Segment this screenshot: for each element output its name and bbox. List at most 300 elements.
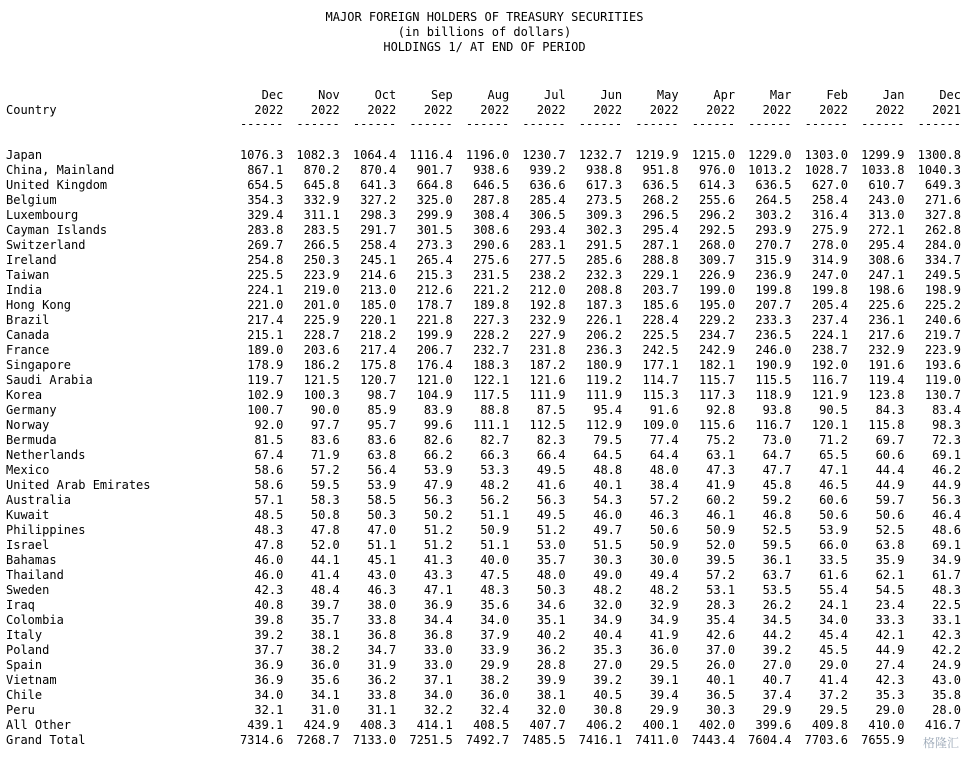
holding-value: 1303.0 — [804, 148, 848, 162]
column-header-month: Nov — [318, 88, 340, 102]
holding-value: 301.5 — [416, 223, 453, 237]
holding-value: 264.5 — [755, 193, 792, 207]
holding-value: 53.9 — [423, 463, 453, 477]
holding-value: 77.4 — [649, 433, 679, 447]
holding-value: 48.0 — [649, 463, 679, 477]
table-row — [6, 643, 961, 658]
holding-value: 62.1 — [875, 568, 905, 582]
holding-value: 40.1 — [593, 478, 623, 492]
holding-value: 63.8 — [367, 448, 397, 462]
holding-value: 46.0 — [254, 568, 284, 582]
holding-value: 38.2 — [480, 673, 510, 687]
holding-value: 116.7 — [755, 418, 792, 432]
table-row — [6, 523, 961, 538]
column-header-year: 2021 — [932, 103, 961, 117]
holding-value: 121.6 — [529, 373, 566, 387]
holding-value: 316.4 — [811, 208, 848, 222]
holding-value: 121.0 — [416, 373, 453, 387]
holding-value: 258.4 — [360, 238, 397, 252]
holding-value: 84.3 — [875, 403, 905, 417]
holding-value: 69.7 — [875, 433, 905, 447]
country-name: Philippines — [6, 523, 86, 537]
holding-value: 41.9 — [706, 478, 736, 492]
holding-value: 221.2 — [473, 283, 510, 297]
holding-value: 119.0 — [924, 373, 961, 387]
holding-value: 64.5 — [593, 448, 623, 462]
holding-value: 39.7 — [310, 598, 340, 612]
holding-value: 33.1 — [932, 613, 961, 627]
holding-value: 1082.3 — [296, 148, 340, 162]
holding-value: 46.3 — [367, 583, 397, 597]
holding-value: 36.0 — [310, 658, 340, 672]
holding-value: 199.9 — [416, 328, 453, 342]
holding-value: 208.8 — [586, 283, 623, 297]
holding-value: 38.4 — [649, 478, 679, 492]
holding-value: 29.5 — [819, 703, 848, 717]
holding-value: 39.4 — [649, 688, 679, 702]
holding-value: 35.6 — [310, 673, 340, 687]
holding-value: 83.6 — [310, 433, 340, 447]
holding-value: 223.9 — [303, 268, 340, 282]
holding-value: 215.3 — [416, 268, 453, 282]
holding-value: 35.3 — [875, 688, 905, 702]
country-name: France — [6, 343, 50, 357]
holding-value: 121.5 — [303, 373, 340, 387]
country-name: Kuwait — [6, 508, 50, 522]
holding-value: 408.3 — [360, 718, 397, 732]
holding-value: 255.6 — [698, 193, 736, 207]
country-name: Sweden — [6, 583, 50, 597]
holding-value: 242.5 — [642, 343, 679, 357]
holding-value: 185.6 — [642, 298, 679, 312]
holding-value: 236.1 — [868, 313, 905, 327]
holding-value: 240.6 — [924, 313, 961, 327]
holding-value: 75.2 — [706, 433, 736, 447]
holding-value: 290.6 — [473, 238, 510, 252]
holding-value: 49.7 — [593, 523, 623, 537]
holding-value: 40.1 — [706, 673, 736, 687]
column-header-month: Feb — [826, 88, 848, 102]
holding-value: 92.8 — [706, 403, 736, 417]
holding-value: 287.1 — [642, 238, 679, 252]
holding-value: 45.4 — [819, 628, 848, 642]
holding-value: 48.5 — [254, 508, 284, 522]
holding-value: 119.2 — [586, 373, 623, 387]
holding-value: 191.6 — [868, 358, 905, 372]
holding-value: 270.7 — [755, 238, 792, 252]
holding-value: 246.0 — [755, 343, 792, 357]
holding-value: 283.8 — [247, 223, 284, 237]
holding-value: 42.2 — [932, 643, 961, 657]
holding-value: 64.7 — [762, 448, 792, 462]
holding-value: 120.7 — [360, 373, 397, 387]
holding-value: 39.2 — [593, 673, 623, 687]
holding-value: 406.2 — [586, 718, 623, 732]
holding-value: 40.2 — [536, 628, 566, 642]
holding-value: 217.4 — [360, 343, 397, 357]
holdings-table — [6, 88, 961, 748]
column-header-month: Aug — [487, 88, 510, 102]
holding-value: 325.0 — [416, 193, 453, 207]
header-underline: ------ — [578, 118, 623, 130]
holding-value: 308.4 — [473, 208, 510, 222]
holding-value: 207.7 — [755, 298, 792, 312]
holding-value: 50.9 — [706, 523, 736, 537]
table-row — [6, 358, 961, 373]
column-header-month: Mar — [769, 88, 792, 102]
table-row — [6, 673, 961, 688]
holding-value: 283.5 — [303, 223, 340, 237]
country-name: Brazil — [6, 313, 50, 327]
holding-value: 24.9 — [932, 658, 961, 672]
holding-value: 226.1 — [586, 313, 623, 327]
holding-value: 7485.5 — [522, 733, 566, 747]
holding-value: 288.8 — [642, 253, 679, 267]
holding-value: 198.6 — [868, 283, 905, 297]
holding-value: 34.5 — [762, 613, 792, 627]
holding-value: 30.3 — [593, 553, 623, 567]
holding-value: 48.3 — [932, 583, 961, 597]
country-name: Poland — [6, 643, 50, 657]
holding-value: 88.8 — [480, 403, 510, 417]
column-header-month: May — [656, 88, 679, 102]
holding-value: 309.7 — [698, 253, 736, 267]
column-header-month: Jun — [600, 88, 623, 102]
holding-value: 52.5 — [875, 523, 905, 537]
holding-value: 36.2 — [536, 643, 566, 657]
holding-value: 111.9 — [529, 388, 566, 402]
holding-value: 49.0 — [593, 568, 623, 582]
holding-value: 46.4 — [932, 508, 961, 522]
holding-value: 57.1 — [254, 493, 284, 507]
holding-value: 311.1 — [303, 208, 340, 222]
column-header-year: 2022 — [536, 103, 566, 117]
header-underline: ------ — [296, 118, 340, 130]
holding-value: 649.3 — [924, 178, 961, 192]
holding-value: 49.5 — [536, 508, 566, 522]
holding-value: 295.4 — [868, 238, 905, 252]
holding-value: 186.2 — [303, 358, 340, 372]
holding-value: 870.4 — [360, 163, 397, 177]
holding-value: 198.9 — [924, 283, 961, 297]
holding-value: 102.9 — [247, 388, 284, 402]
holding-value: 40.8 — [254, 598, 284, 612]
holding-value: 206.2 — [586, 328, 623, 342]
holding-value: 976.0 — [698, 163, 736, 177]
holding-value: 224.1 — [811, 328, 848, 342]
column-header-month: Jan — [882, 88, 905, 102]
holding-value: 34.0 — [254, 688, 284, 702]
holding-value: 238.2 — [529, 268, 566, 282]
holding-value: 34.6 — [536, 598, 566, 612]
table-row — [6, 193, 961, 208]
holding-value: 215.1 — [247, 328, 284, 342]
holding-value: 53.5 — [762, 583, 792, 597]
country-name: Australia — [6, 493, 72, 507]
holding-value: 287.8 — [473, 193, 510, 207]
holding-value: 61.7 — [932, 568, 961, 582]
holding-value: 212.0 — [529, 283, 566, 297]
holding-value: 298.3 — [360, 208, 397, 222]
holding-value: 50.2 — [423, 508, 453, 522]
holding-value: 232.3 — [586, 268, 623, 282]
holding-value: 29.9 — [762, 703, 792, 717]
holding-value: 409.8 — [811, 718, 848, 732]
holding-value: 236.5 — [755, 328, 792, 342]
holding-value: 199.8 — [755, 283, 792, 297]
holding-value: 112.5 — [529, 418, 566, 432]
column-header-year: 2022 — [593, 103, 623, 117]
holding-value: 59.5 — [310, 478, 340, 492]
table-row — [6, 208, 961, 223]
holding-value: 7703.6 — [804, 733, 848, 747]
holding-value: 225.9 — [303, 313, 340, 327]
country-name: Singapore — [6, 358, 72, 372]
report-title: MAJOR FOREIGN HOLDERS OF TREASURY SECURITIES — [325, 10, 644, 24]
holding-value: 7133.0 — [352, 733, 397, 747]
holding-value: 58.6 — [254, 478, 284, 492]
holding-value: 402.0 — [698, 718, 736, 732]
holding-value: 48.4 — [310, 583, 340, 597]
holding-value: 46.3 — [649, 508, 679, 522]
holding-value: 400.1 — [642, 718, 679, 732]
holding-value: 1196.0 — [465, 148, 510, 162]
holding-value: 203.6 — [303, 343, 340, 357]
holding-value: 92.0 — [254, 418, 284, 432]
holding-value: 46.8 — [762, 508, 792, 522]
holding-value: 34.0 — [480, 613, 510, 627]
holding-value: 90.0 — [310, 403, 340, 417]
holding-value: 38.0 — [367, 598, 397, 612]
holding-value: 111.9 — [586, 388, 623, 402]
holding-value: 39.8 — [254, 613, 284, 627]
holding-value: 116.7 — [811, 373, 848, 387]
holding-value: 254.8 — [247, 253, 284, 267]
table-row — [6, 283, 961, 298]
holding-value: 614.3 — [698, 178, 736, 192]
holding-value: 33.5 — [819, 553, 848, 567]
holding-value: 31.9 — [367, 658, 397, 672]
holding-value: 50.9 — [480, 523, 510, 537]
holding-value: 218.2 — [360, 328, 397, 342]
table-row — [6, 268, 961, 283]
holding-value: 44.9 — [932, 478, 961, 492]
holding-value: 82.6 — [423, 433, 453, 447]
holding-value: 617.3 — [586, 178, 623, 192]
holding-value: 37.1 — [423, 673, 453, 687]
report-subtitle: (in billions of dollars) — [397, 25, 572, 39]
holding-value: 50.3 — [536, 583, 566, 597]
holding-value: 59.7 — [875, 493, 905, 507]
holding-value: 37.9 — [480, 628, 510, 642]
holding-value: 52.0 — [706, 538, 736, 552]
country-name: Ireland — [6, 253, 57, 267]
holding-value: 7655.9 — [861, 733, 905, 747]
holding-value: 39.5 — [706, 553, 736, 567]
holding-value: 214.6 — [360, 268, 397, 282]
holding-value: 93.8 — [762, 403, 792, 417]
holding-value: 33.0 — [423, 643, 453, 657]
holding-value: 38.1 — [310, 628, 340, 642]
holding-value: 53.0 — [536, 538, 566, 552]
holding-value: 34.9 — [593, 613, 623, 627]
holding-value: 295.4 — [642, 223, 679, 237]
holding-value: 938.6 — [473, 163, 510, 177]
holding-value: 308.6 — [473, 223, 510, 237]
holding-value: 33.0 — [423, 658, 453, 672]
country-name: United Arab Emirates — [6, 478, 151, 492]
holding-value: 285.6 — [586, 253, 623, 267]
country-name: Spain — [6, 658, 43, 672]
table-row — [6, 478, 961, 493]
column-header-year: 2022 — [254, 103, 284, 117]
column-header-year: 2022 — [367, 103, 397, 117]
holding-value: 73.0 — [762, 433, 792, 447]
holding-value: 55.4 — [819, 583, 848, 597]
holding-value: 72.3 — [932, 433, 961, 447]
holding-value: 7443.4 — [691, 733, 736, 747]
holding-value: 268.0 — [698, 238, 736, 252]
column-header-year: 2022 — [762, 103, 792, 117]
holding-value: 47.7 — [762, 463, 792, 477]
holding-value: 1013.2 — [748, 163, 792, 177]
holding-value: 41.9 — [649, 628, 679, 642]
holding-value: 303.2 — [755, 208, 792, 222]
holding-value: 201.0 — [303, 298, 340, 312]
header-underline: ------ — [861, 118, 905, 130]
holding-value: 43.0 — [932, 673, 961, 687]
holding-value: 42.3 — [875, 673, 905, 687]
country-name: Colombia — [6, 613, 64, 627]
holding-value: 408.5 — [473, 718, 510, 732]
holding-value: 115.6 — [698, 418, 736, 432]
holding-value: 56.4 — [367, 463, 397, 477]
holding-value: 232.7 — [473, 343, 510, 357]
holding-value: 40.7 — [762, 673, 792, 687]
holding-value: 7251.5 — [409, 733, 453, 747]
holding-value: 224.1 — [247, 283, 284, 297]
holding-value: 95.4 — [593, 403, 623, 417]
holding-value: 187.3 — [586, 298, 623, 312]
header-underline-row — [6, 118, 961, 130]
holding-value: 49.5 — [536, 463, 566, 477]
holding-value: 53.9 — [819, 523, 848, 537]
holding-value: 48.2 — [480, 478, 510, 492]
holding-value: 30.3 — [706, 703, 736, 717]
holding-value: 35.4 — [706, 613, 736, 627]
holding-value: 83.4 — [932, 403, 961, 417]
header-underline: ------ — [635, 118, 679, 130]
country-name: Belgium — [6, 193, 57, 207]
holding-value: 273.3 — [416, 238, 453, 252]
holding-value: 32.2 — [423, 703, 453, 717]
holding-value: 1033.8 — [861, 163, 905, 177]
holding-value: 47.1 — [423, 583, 453, 597]
holding-value: 56.3 — [536, 493, 566, 507]
holding-value: 51.1 — [367, 538, 397, 552]
holding-value: 112.9 — [586, 418, 623, 432]
holding-value: 90.5 — [819, 403, 848, 417]
holding-value: 225.5 — [247, 268, 284, 282]
holding-value: 308.6 — [868, 253, 905, 267]
holding-value: 225.5 — [642, 328, 679, 342]
table-body — [6, 148, 961, 748]
table-row — [6, 568, 961, 583]
table-row — [6, 418, 961, 433]
holding-value: 229.2 — [698, 313, 736, 327]
holding-value: 109.0 — [642, 418, 679, 432]
holding-value: 122.1 — [473, 373, 510, 387]
holding-value: 63.1 — [706, 448, 736, 462]
holding-value: 182.1 — [698, 358, 736, 372]
country-name: Saudi Arabia — [6, 373, 93, 387]
holding-value: 213.0 — [360, 283, 397, 297]
holding-value: 291.7 — [360, 223, 397, 237]
holding-value: 284.0 — [924, 238, 961, 252]
country-name: All Other — [6, 718, 72, 732]
holding-value: 45.5 — [819, 643, 848, 657]
holding-value: 52.0 — [310, 538, 340, 552]
holding-value: 32.9 — [649, 598, 679, 612]
holding-value: 34.1 — [310, 688, 340, 702]
holding-value: 439.1 — [247, 718, 284, 732]
holding-value: 206.7 — [416, 343, 453, 357]
holding-value: 236.9 — [755, 268, 792, 282]
holding-value: 293.4 — [529, 223, 566, 237]
holding-value: 43.3 — [423, 568, 453, 582]
holding-value: 42.6 — [706, 628, 736, 642]
holding-value: 192.0 — [811, 358, 848, 372]
holding-value: 627.0 — [811, 178, 848, 192]
holding-value: 41.4 — [310, 568, 340, 582]
table-row — [6, 223, 961, 238]
holding-value: 269.7 — [247, 238, 284, 252]
holding-value: 313.0 — [868, 208, 905, 222]
country-name: Italy — [6, 628, 43, 642]
holding-value: 48.2 — [649, 583, 679, 597]
holding-value: 266.5 — [303, 238, 340, 252]
table-row — [6, 508, 961, 523]
holding-value: 104.9 — [416, 388, 453, 402]
holding-value: 44.1 — [310, 553, 340, 567]
holding-value: 272.1 — [868, 223, 905, 237]
holding-value: 327.2 — [360, 193, 397, 207]
column-header-month: Jul — [543, 88, 566, 102]
holding-value: 35.6 — [480, 598, 510, 612]
holding-value: 46.2 — [932, 463, 961, 477]
holding-value: 52.5 — [762, 523, 792, 537]
holding-value: 123.8 — [868, 388, 905, 402]
holding-value: 32.4 — [480, 703, 510, 717]
holding-value: 119.7 — [247, 373, 284, 387]
holding-value: 50.6 — [875, 508, 905, 522]
holding-value: 189.8 — [473, 298, 510, 312]
holding-value: 296.5 — [642, 208, 679, 222]
holding-value: 33.8 — [367, 688, 397, 702]
holding-value: 232.9 — [529, 313, 566, 327]
holding-value: 37.2 — [819, 688, 848, 702]
holding-value: 334.7 — [924, 253, 961, 267]
holding-value: 237.4 — [811, 313, 848, 327]
holding-value: 29.5 — [649, 658, 679, 672]
table-row — [6, 148, 961, 163]
country-name: Iraq — [6, 598, 35, 612]
holding-value: 53.3 — [480, 463, 510, 477]
table-row — [6, 613, 961, 628]
holding-value: 53.1 — [706, 583, 736, 597]
holding-value: 65.5 — [819, 448, 848, 462]
holding-value: 37.4 — [762, 688, 792, 702]
